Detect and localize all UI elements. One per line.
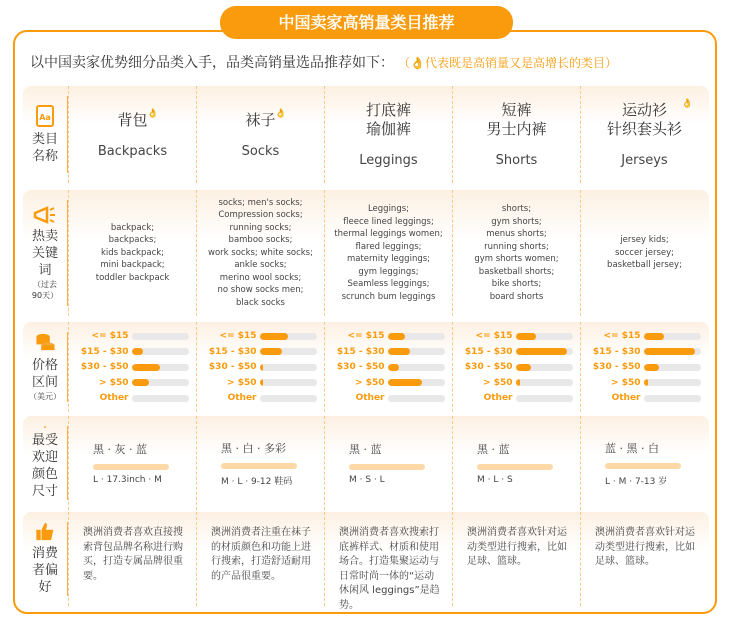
document-icon xyxy=(36,105,54,127)
category-cell xyxy=(68,86,196,183)
price-bar-track xyxy=(516,379,573,386)
price-bar-row xyxy=(202,375,320,391)
preference-cell xyxy=(580,512,708,606)
label-text: 消费者偏好 xyxy=(31,546,58,595)
keywords-cell xyxy=(580,190,708,316)
price-bar-track xyxy=(388,395,445,402)
price-bar-row xyxy=(458,359,576,375)
keyword: Leggings; xyxy=(367,204,410,214)
keyword: board shorts xyxy=(489,291,544,302)
price-bar-track xyxy=(260,348,317,355)
price-row xyxy=(23,322,709,412)
keywords-cell xyxy=(196,190,324,316)
price-bar-row xyxy=(202,359,320,375)
category-en-name: Socks xyxy=(241,143,280,159)
price-range-label: <= $15 xyxy=(347,331,385,341)
keyword: flared leggings; xyxy=(355,241,422,252)
keyword: scrunch bum leggings xyxy=(341,291,436,302)
price-bar-row xyxy=(586,375,704,391)
category-cn-name xyxy=(486,101,546,139)
keyword: basketball jersey; xyxy=(607,260,682,271)
popular-sizes: M · L · S xyxy=(477,475,513,485)
category-cn-line: 瑜伽裤 xyxy=(365,120,411,138)
palette-icon xyxy=(34,426,56,428)
keywords-cell xyxy=(68,190,196,316)
price-range-label: $30 - $50 xyxy=(592,362,641,372)
keyword: soccer jersey; xyxy=(614,247,675,258)
price-cell xyxy=(68,322,196,412)
price-bar-track xyxy=(388,379,445,386)
keyword: toddler backpack xyxy=(95,272,170,283)
category-cn-name xyxy=(366,101,411,139)
price-range-label: Other xyxy=(483,393,513,403)
price-range-label: Other xyxy=(99,393,129,403)
price-bar-track xyxy=(644,333,701,340)
keyword: Seamless leggings; xyxy=(347,279,430,289)
color-size-cell xyxy=(452,416,580,510)
price-range-label: > $50 xyxy=(483,377,513,388)
price-bar-fill xyxy=(260,333,289,340)
keywords-cell xyxy=(452,190,580,316)
price-bar-row xyxy=(74,375,192,391)
price-range-label: <= $15 xyxy=(475,331,513,341)
keyword: backpack; xyxy=(110,222,155,233)
price-bar-row xyxy=(586,359,704,375)
price-bar-fill xyxy=(516,333,537,340)
svg-text:Aa: Aa xyxy=(39,112,51,122)
preference-text: 澳洲消费者喜欢针对运动类型进行搜索，比如足球、篮球。 xyxy=(595,527,695,567)
price-bar-track xyxy=(260,395,317,402)
price-bar-row xyxy=(458,328,576,344)
keyword: ankle socks; xyxy=(234,260,287,271)
price-bar-fill xyxy=(516,379,521,386)
price-bar-track xyxy=(132,333,189,340)
price-range-label: > $50 xyxy=(227,377,257,388)
keyword: socks; men's socks; xyxy=(218,197,303,208)
price-bar-fill xyxy=(260,379,264,386)
price-bar-track xyxy=(132,395,189,402)
price-cell xyxy=(196,322,324,412)
price-bar-fill xyxy=(516,348,567,355)
category-cell xyxy=(324,86,452,183)
category-cell xyxy=(580,86,708,183)
category-cn-name xyxy=(117,108,159,130)
color-divider-bar xyxy=(93,464,169,470)
popular-sizes: L · 17.3inch · M xyxy=(93,475,162,485)
crown-icon: 👌 xyxy=(275,108,287,119)
price-bar-fill xyxy=(644,364,659,371)
category-en-name: Leggings xyxy=(359,153,418,168)
price-row-label xyxy=(23,332,68,402)
keyword: no show socks men; xyxy=(217,285,304,296)
price-bar-row xyxy=(202,328,320,344)
price-range-label: $15 - $30 xyxy=(208,346,257,357)
price-bar-fill xyxy=(260,348,283,355)
price-bar-row xyxy=(330,344,448,360)
price-bar-track xyxy=(644,395,701,402)
preference-text: 澳洲消费者喜欢针对运动类型进行搜索，比如足球、篮球。 xyxy=(467,527,567,567)
label-text: 最受欢迎颜色尺寸 xyxy=(31,433,58,499)
keyword: jersey kids; xyxy=(620,235,669,246)
price-bar-track xyxy=(516,333,573,340)
price-bar-row xyxy=(330,390,448,406)
keyword: menus shorts; xyxy=(486,229,547,239)
keywords-row-label xyxy=(23,200,68,306)
price-bar-track xyxy=(644,379,701,386)
popular-colors: 黑 · 蓝 xyxy=(477,443,510,456)
price-bar-fill xyxy=(132,364,161,371)
category-row xyxy=(23,86,709,183)
price-cell xyxy=(580,322,708,412)
price-range-label: <= $15 xyxy=(219,331,257,341)
price-bar-row xyxy=(202,390,320,406)
preference-row xyxy=(23,512,709,611)
price-bar-track xyxy=(132,348,189,355)
price-bar-track xyxy=(644,364,701,371)
pref-row-label xyxy=(23,522,68,596)
price-range-label: <= $15 xyxy=(603,331,641,341)
price-bar-track xyxy=(516,348,573,355)
price-range-label: $30 - $50 xyxy=(80,362,129,372)
keyword: backpacks; xyxy=(108,235,157,246)
category-en-name: Backpacks xyxy=(97,143,168,159)
price-range-label: $15 - $30 xyxy=(464,346,513,357)
price-bar-fill xyxy=(644,348,695,355)
preference-cell xyxy=(68,512,196,606)
price-range-label: $30 - $50 xyxy=(208,362,257,372)
category-cell xyxy=(452,86,580,183)
price-bar-row xyxy=(330,359,448,375)
price-range-label: $30 - $50 xyxy=(336,362,385,372)
price-bar-fill xyxy=(132,348,143,355)
price-range-label: $30 - $50 xyxy=(464,362,513,372)
keyword: work socks; white socks; xyxy=(208,247,313,258)
popular-colors: 黑 · 白 · 多彩 xyxy=(221,441,286,455)
price-range-label: <= $15 xyxy=(91,331,129,341)
price-bar-row xyxy=(458,390,576,406)
price-bar-track xyxy=(132,364,189,371)
page-title: 中国卖家高销量类目推荐 xyxy=(220,6,513,39)
keyword: maternity leggings; xyxy=(346,254,431,264)
keyword: shorts; xyxy=(501,204,532,214)
price-range-label: > $50 xyxy=(355,377,385,388)
crown-icon: 👌 xyxy=(681,99,693,109)
price-bar-track xyxy=(260,364,317,371)
keyword: gym shorts; xyxy=(491,216,542,227)
price-bar-row xyxy=(74,390,192,406)
price-bar-fill xyxy=(644,379,649,386)
price-cell xyxy=(324,322,452,412)
crown-note: （👌代表既是高销量又是高增长的类目） xyxy=(404,56,617,70)
price-bar-row xyxy=(458,375,576,391)
category-cn-name xyxy=(245,108,287,130)
category-row-label xyxy=(23,96,68,173)
label-text: 热卖关键词 xyxy=(31,228,58,278)
keyword: gym shorts women; xyxy=(474,254,559,264)
price-bar-track xyxy=(388,348,445,355)
popular-colors: 黑 · 蓝 xyxy=(349,443,382,456)
keyword: kids backpack; xyxy=(100,247,165,258)
category-cn-line: 针织套头衫 xyxy=(606,120,682,138)
color-size-row xyxy=(23,416,709,510)
color-size-cell xyxy=(68,416,196,510)
price-bar-row xyxy=(458,344,576,360)
price-bar-row xyxy=(330,328,448,344)
popular-sizes: M · S · L xyxy=(349,475,385,485)
preference-text: 澳洲消费者注重在袜子的材质颜色和功能上进行搜索，打造舒适耐用的产品很重要。 xyxy=(211,527,311,582)
category-cn-line: 袜子 xyxy=(245,110,276,129)
price-bar-track xyxy=(644,348,701,355)
price-cell xyxy=(452,322,580,412)
price-bar-fill xyxy=(260,364,264,371)
price-range-label: $15 - $30 xyxy=(336,346,385,357)
keywords-cell xyxy=(324,190,452,316)
price-bar-row xyxy=(74,328,192,344)
keyword: gym leggings; xyxy=(358,266,419,277)
category-cn-name xyxy=(606,99,693,139)
price-bar-row xyxy=(202,344,320,360)
price-range-label: $15 - $30 xyxy=(80,346,129,357)
popular-colors: 黑 · 灰 · 蓝 xyxy=(93,443,147,456)
price-bar-fill xyxy=(644,333,665,340)
keyword: Compression socks; xyxy=(218,210,303,221)
category-cn-line: 短裤 xyxy=(501,101,532,119)
category-en-name: Jerseys xyxy=(621,153,668,168)
price-bar-track xyxy=(516,395,573,402)
price-bar-track xyxy=(388,364,445,371)
price-bar-row xyxy=(74,359,192,375)
color-divider-bar xyxy=(221,463,297,469)
keyword: black socks xyxy=(236,297,285,308)
keyword: thermal leggings women; xyxy=(334,229,443,239)
price-range-label: $15 - $30 xyxy=(592,346,641,357)
price-bar-fill xyxy=(132,379,149,386)
price-bar-fill xyxy=(388,348,411,355)
color-size-cell xyxy=(580,416,708,510)
keyword: running socks; xyxy=(229,222,292,233)
keyword: bamboo socks; xyxy=(228,235,293,246)
color-size-cell xyxy=(324,416,452,510)
price-bar-row xyxy=(74,344,192,360)
category-en-name: Shorts xyxy=(495,153,538,168)
intro-label: 以中国卖家优势细分品类入手，品类高销量选品推荐如下： xyxy=(30,55,394,71)
keyword: running shorts; xyxy=(484,241,549,252)
price-range-label: Other xyxy=(611,393,641,403)
price-range-label: Other xyxy=(227,393,257,403)
price-bar-track xyxy=(388,333,445,340)
megaphone-icon xyxy=(33,206,57,224)
color-row-label xyxy=(23,426,68,500)
label-sub: （过去90天） xyxy=(31,279,59,300)
price-bar-track xyxy=(260,379,317,386)
category-cell xyxy=(196,86,324,183)
thumbs-up-icon xyxy=(34,522,56,541)
price-bar-fill xyxy=(388,333,405,340)
preference-cell xyxy=(452,512,580,606)
price-range-label: > $50 xyxy=(99,377,129,388)
keyword: fleece lined leggings; xyxy=(343,216,434,227)
color-divider-bar xyxy=(349,464,425,470)
preference-cell xyxy=(324,512,452,611)
crown-icon: 👌 xyxy=(147,108,159,119)
preference-text: 澳洲消费者喜欢直接搜索背包品牌名称进行购买，打造专属品牌很重要。 xyxy=(83,527,183,582)
color-divider-bar xyxy=(605,463,681,469)
label-text: 价格区间 xyxy=(31,358,58,390)
price-bar-row xyxy=(586,328,704,344)
keyword: mini backpack; xyxy=(100,260,165,271)
keywords-row xyxy=(23,190,709,316)
price-bar-row xyxy=(330,375,448,391)
popular-colors: 蓝 · 黑 · 白 xyxy=(605,441,659,455)
price-bar-track xyxy=(260,333,317,340)
category-cn-line: 运动衫 xyxy=(621,101,667,119)
category-cn-line: 打底裤 xyxy=(365,101,411,119)
price-range-label: > $50 xyxy=(611,377,641,388)
price-bar-track xyxy=(516,364,573,371)
label-text: 类目名称 xyxy=(31,131,58,164)
keyword: merino wool socks; xyxy=(219,272,302,283)
price-bar-fill xyxy=(388,364,399,371)
label-sub: （美元） xyxy=(29,392,61,401)
preference-cell xyxy=(196,512,324,606)
coins-icon xyxy=(34,332,56,353)
price-bar-track xyxy=(132,379,189,386)
price-range-label: Other xyxy=(355,393,385,403)
keyword: bike shorts; xyxy=(491,279,542,289)
popular-sizes: L · M · 7-13 岁 xyxy=(605,476,668,487)
price-bar-fill xyxy=(388,379,422,386)
popular-sizes: M · L · 9-12 鞋码 xyxy=(221,476,293,487)
intro-text xyxy=(30,52,617,72)
price-bar-row xyxy=(586,390,704,406)
price-bar-fill xyxy=(516,364,531,371)
keyword: basketball shorts; xyxy=(478,266,555,277)
price-bar-row xyxy=(586,344,704,360)
preference-text: 澳洲消费者喜欢搜索打底裤样式、材质和使用场合。打造集聚运动与日常时尚一体的“运动休闲风 leggings”是趋势。 xyxy=(339,527,440,611)
category-cn-line: 男士内裤 xyxy=(486,120,547,138)
category-cn-line: 背包 xyxy=(117,110,148,129)
color-divider-bar xyxy=(477,464,553,470)
color-size-cell xyxy=(196,416,324,510)
